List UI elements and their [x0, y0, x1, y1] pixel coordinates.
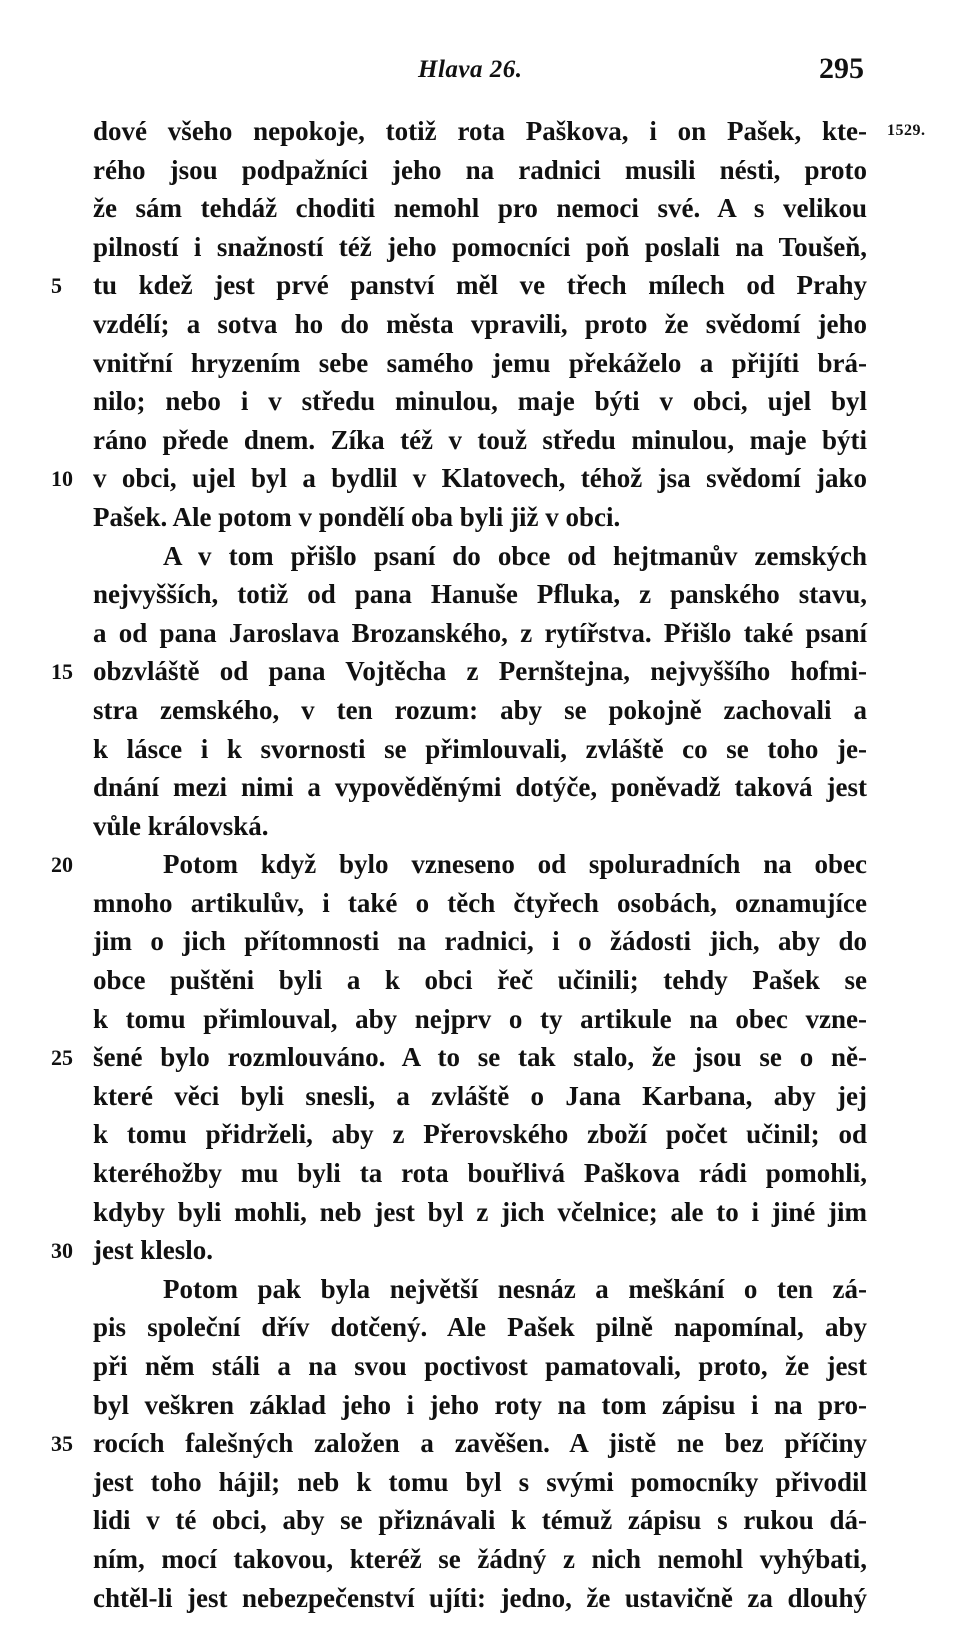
body-text — [51, 112, 867, 1617]
line-text: A v tom přišlo psaní do obce od hejtmanův zemských — [163, 540, 867, 571]
page-number: 295 — [819, 52, 864, 85]
text-line — [93, 614, 867, 653]
text-line — [93, 228, 867, 267]
text-line — [51, 459, 867, 498]
text-line — [93, 305, 867, 344]
text-line — [93, 421, 867, 460]
line-text: kdyby byli mohli, neb jest byl z jich včelnice; ale to i jiné jim — [93, 1196, 867, 1227]
text-line — [93, 1000, 867, 1039]
line-text: obce puštěni byli a k obci řeč učinili; tehdy Pašek se — [93, 965, 867, 996]
line-text: jim o jich přítomnosti na radnici, i o žádosti jich, aby do — [93, 926, 867, 957]
line-number: 35 — [51, 1431, 73, 1457]
line-number: 25 — [51, 1045, 73, 1071]
line-text: k tomu přimlouval, aby nejprv o ty artikule na obec vzne- — [93, 1003, 867, 1034]
line-text: pilností i snažností též jeho pomocníci poň poslali na Toušeň, — [93, 231, 867, 262]
text-line — [93, 344, 867, 383]
line-text: rého jsou podpažníci jeho na radnici musili nésti, proto — [93, 154, 867, 185]
line-text: Pašek. Ale potom v pondělí oba byli již v obci. — [93, 501, 621, 532]
text-line — [93, 151, 867, 190]
line-number: 5 — [51, 273, 62, 299]
text-line — [93, 1579, 867, 1618]
text-line — [93, 1386, 867, 1425]
line-text: a od pana Jaroslava Brozanského, z rytířstva. Přišlo také psaní — [93, 617, 867, 648]
text-line — [93, 1154, 867, 1193]
line-text: že sám tehdáž choditi nemohl pro nemoci své. A s velikou — [93, 193, 867, 224]
text-line — [93, 382, 867, 421]
text-line — [51, 652, 867, 691]
text-line — [93, 1077, 867, 1116]
line-text: lidi v té obci, aby se přiznávali k témuž zápisu s rukou dá- — [93, 1505, 867, 1536]
line-text: které věci byli snesli, a zvláště o Jana Karbana, aby jej — [93, 1080, 867, 1111]
margin-year-note: 1529. — [887, 122, 926, 139]
line-number: 30 — [51, 1238, 73, 1264]
line-text: jest kleslo. — [93, 1235, 213, 1266]
text-line — [93, 961, 867, 1000]
line-text: nilo; nebo i v středu minulou, maje býti v obci, ujel byl — [93, 386, 867, 417]
text-line — [93, 1193, 867, 1232]
text-line — [93, 807, 867, 846]
line-text: vzdélí; a sotva ho do města vpravili, proto že svědomí jeho — [93, 308, 867, 339]
line-text: v obci, ujel byl a bydlil v Klatovech, téhož jsa svědomí jako — [93, 463, 867, 494]
text-line — [93, 1501, 867, 1540]
line-text: k lásce i k svornosti se přimlouvali, zvláště co se toho je- — [93, 733, 867, 764]
line-text: mnoho artikulův, i také o těch čtyřech osobách, oznamujíce — [93, 887, 867, 918]
text-line — [93, 1540, 867, 1579]
text-line — [51, 266, 867, 305]
text-line — [93, 1115, 867, 1154]
line-number: 20 — [51, 852, 73, 878]
line-text: dnání mezi nimi a vypověděnými dotýče, poněvadž taková jest — [93, 772, 867, 803]
line-text: vůle královská. — [93, 810, 269, 841]
text-line — [93, 112, 867, 151]
line-text: nejvyšších, totiž od pana Hanuše Pfluka, z panského stavu, — [93, 579, 867, 610]
line-text: byl veškren základ jeho i jeho roty na tom zápisu i na pro- — [93, 1389, 867, 1420]
text-line — [93, 768, 867, 807]
text-line — [93, 575, 867, 614]
text-line — [93, 1270, 867, 1309]
text-line — [93, 1308, 867, 1347]
line-text: jest toho hájil; neb k tomu byl s svými pomocníky přivodil — [93, 1466, 867, 1497]
line-text: kteréhožby mu byli ta rota bouřlivá Paškova rádi pomohli, — [93, 1158, 867, 1189]
line-text: k tomu přidrželi, aby z Přerovského zboží počet učinil; od — [93, 1119, 867, 1150]
text-line — [93, 537, 867, 576]
line-text: tu kdež jest prvé panství měl ve třech mílech od Prahy — [93, 270, 867, 301]
line-text: šené bylo rozmlouváno. A to se tak stalo, že jsou se o ně- — [93, 1042, 867, 1073]
text-line — [51, 1231, 867, 1270]
line-number: 15 — [51, 659, 73, 685]
text-line — [51, 845, 867, 884]
text-line — [93, 189, 867, 228]
line-text: pis společní dřív dotčený. Ale Pašek pilně napomínal, aby — [93, 1312, 867, 1343]
running-title: Hlava 26. — [418, 56, 523, 83]
line-text: chtěl-li jest nebezpečenství ujíti: jedno, že ustavičně za dlouhý — [93, 1582, 867, 1613]
line-text: ním, mocí takovou, kteréž se žádný z nich nemohl vyhýbati, — [93, 1543, 867, 1574]
text-line — [93, 730, 867, 769]
line-text: obzvláště od pana Vojtěcha z Pernštejna, nejvyššího hofmi- — [93, 656, 867, 687]
text-line — [93, 498, 867, 537]
text-line — [93, 691, 867, 730]
line-text: stra zemského, v ten rozum: aby se pokojně zachovali a — [93, 694, 867, 725]
line-text: rocích falešných založen a zavěšen. A jistě ne bez příčiny — [93, 1428, 867, 1459]
line-text: dové všeho nepokoje, totiž rota Paškova, i on Pašek, kte- — [93, 116, 867, 146]
page-header — [0, 52, 960, 92]
line-number: 10 — [51, 466, 73, 492]
text-line — [93, 1347, 867, 1386]
text-line — [93, 884, 867, 923]
line-text: při něm stáli a na svou poctivost pamatovali, proto, že jest — [93, 1351, 867, 1381]
line-text: ráno přede dnem. Zíka též v touž středu minulou, maje býti — [93, 424, 867, 455]
line-text: vnitřní hryzením sebe samého jemu překáželo a přijíti brá- — [93, 347, 867, 378]
line-text: Potom pak byla největší nesnáz a meškání o ten zá- — [163, 1273, 867, 1304]
text-line — [51, 1424, 867, 1463]
line-text: Potom když bylo vzneseno od spoluradních na obec — [163, 849, 867, 880]
text-line — [93, 922, 867, 961]
text-line — [51, 1038, 867, 1077]
text-line — [93, 1463, 867, 1502]
